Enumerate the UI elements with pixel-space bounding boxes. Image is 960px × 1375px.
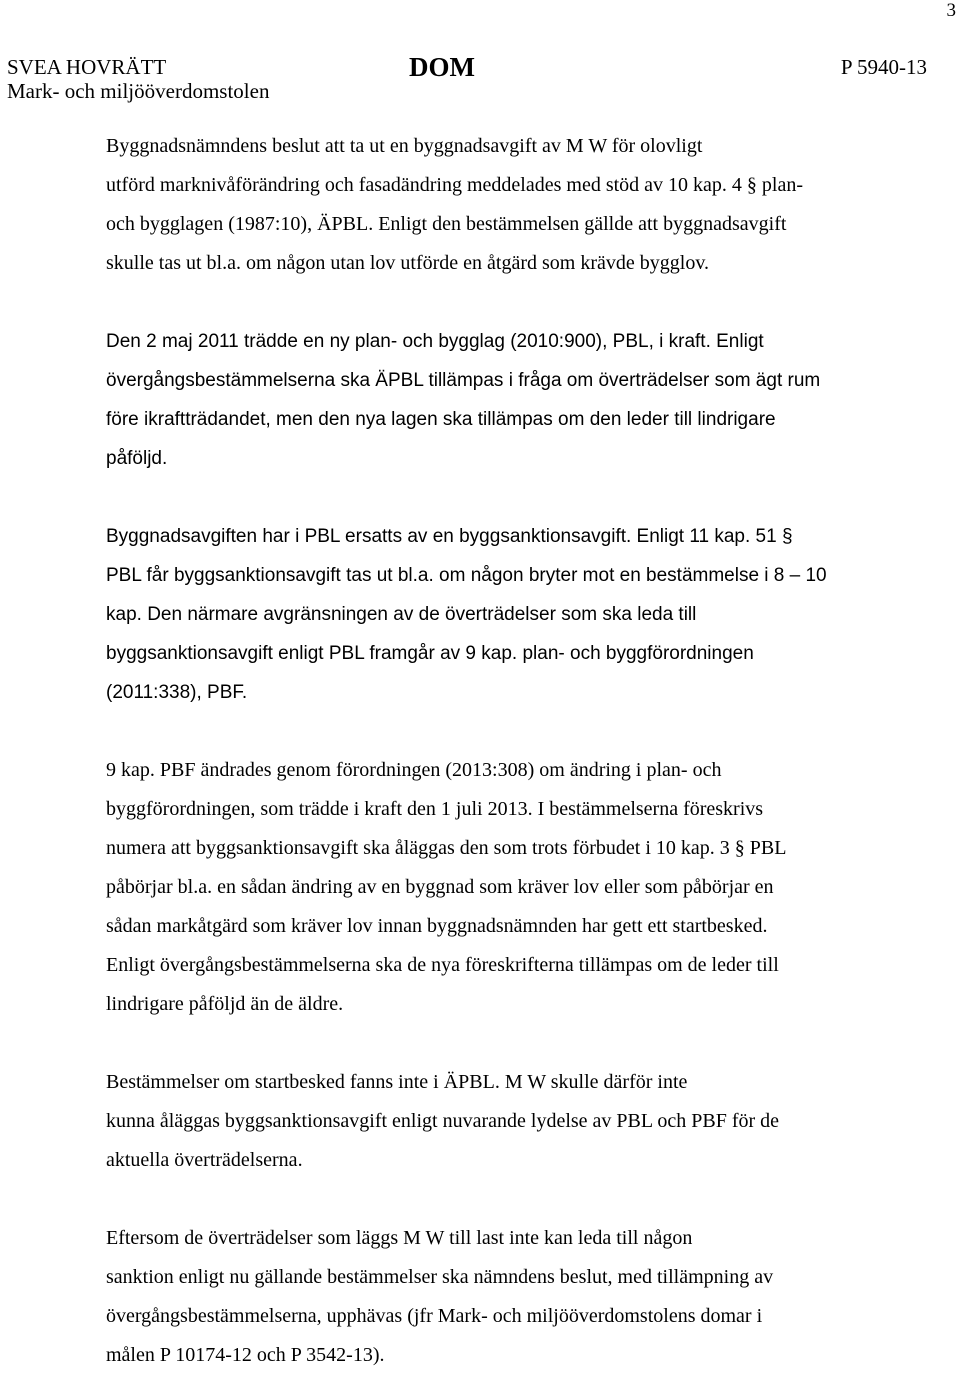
text-line: sådan markåtgärd som kräver lov innan byggnadsnämnden har gett ett startbesked. — [106, 915, 768, 937]
paragraph-conclusion — [106, 1219, 882, 1375]
text-line: målen P 10174-12 och P 3542-13). — [106, 1344, 385, 1366]
text-line: övergångsbestämmelserna, upphävas (jfr Mark- och miljööverdomstolens domar i — [106, 1305, 763, 1327]
paragraph-sanction-fee — [106, 517, 882, 712]
text-line: 9 kap. PBF ändrades genom förordningen (2013:308) om ändring i plan- och — [106, 759, 722, 781]
text-line: Eftersom de överträdelser som läggs M W till last inte kan leda till någon — [106, 1227, 693, 1249]
document-type: DOM — [409, 52, 475, 82]
text-line: Den 2 maj 2011 trädde en ny plan- och bygglag (2010:900), PBL, i kraft. Enligt — [106, 331, 764, 352]
text-line: påföljd. — [106, 448, 168, 469]
case-number: P 5940-13 — [840, 55, 927, 79]
text-line: Enligt övergångsbestämmelserna ska de nya föreskrifterna tillämpas om de leder till — [106, 954, 779, 976]
text-line: kunna åläggas byggsanktionsavgift enligt nuvarande lydelse av PBL och PBF för de — [106, 1110, 780, 1132]
paragraph-building-fee-decision — [106, 127, 882, 283]
paragraph-new-pbl — [106, 322, 882, 478]
text-line: före ikraftträdandet, men den nya lagen ska tillämpas om den leder till lindrigare — [106, 409, 776, 430]
court-division: Mark- och miljööverdomstolen — [7, 79, 270, 103]
text-line: aktuella överträdelserna. — [106, 1149, 303, 1171]
text-line: och bygglagen (1987:10), ÄPBL. Enligt den bestämmelsen gällde att byggnadsavgift — [106, 213, 787, 235]
text-line: byggförordningen, som trädde i kraft den 1 juli 2013. I bestämmelserna föreskrivs — [106, 798, 764, 820]
text-line: övergångsbestämmelserna ska ÄPBL tillämpas i fråga om överträdelser som ägt rum — [106, 370, 821, 391]
document-header — [7, 52, 927, 105]
text-line: (2011:338), PBF. — [106, 682, 248, 703]
text-line: Byggnadsnämndens beslut att ta ut en byggnadsavgift av M W för olovligt — [106, 135, 703, 157]
text-line: PBL får byggsanktionsavgift tas ut bl.a. om någon bryter mot en bestämmelse i 8 – 10 — [106, 565, 827, 586]
court-name: SVEA HOVRÄTT — [7, 55, 167, 79]
text-line: kap. Den närmare avgränsningen av de överträdelser som ska leda till — [106, 604, 697, 625]
document-body — [106, 127, 882, 1375]
text-line: numera att byggsanktionsavgift ska åläggas den som trots förbudet i 10 kap. 3 § PBL — [106, 837, 787, 859]
text-line: lindrigare påföljd än de äldre. — [106, 993, 344, 1015]
paragraph-start-permit — [106, 1063, 882, 1180]
text-line: påbörjar bl.a. en sådan ändring av en byggnad som kräver lov eller som påbörjar en — [106, 876, 774, 898]
text-line: skulle tas ut bl.a. om någon utan lov utförde en åtgärd som krävde bygglov. — [106, 252, 710, 274]
text-line: Byggnadsavgiften har i PBL ersatts av en byggsanktionsavgift. Enligt 11 kap. 51 § — [106, 526, 793, 547]
paragraph-pbf-amendment — [106, 751, 882, 1024]
text-line: utförd marknivåförändring och fasadändring meddelades med stöd av 10 kap. 4 § plan- — [106, 174, 804, 196]
text-line: Bestämmelser om startbesked fanns inte i ÄPBL. M W skulle därför inte — [106, 1071, 688, 1093]
text-line: sanktion enligt nu gällande bestämmelser ska nämndens beslut, med tillämpning av — [106, 1266, 774, 1288]
text-line: byggsanktionsavgift enligt PBL framgår av 9 kap. plan- och byggförordningen — [106, 643, 754, 664]
page-number: 3 — [946, 0, 956, 21]
